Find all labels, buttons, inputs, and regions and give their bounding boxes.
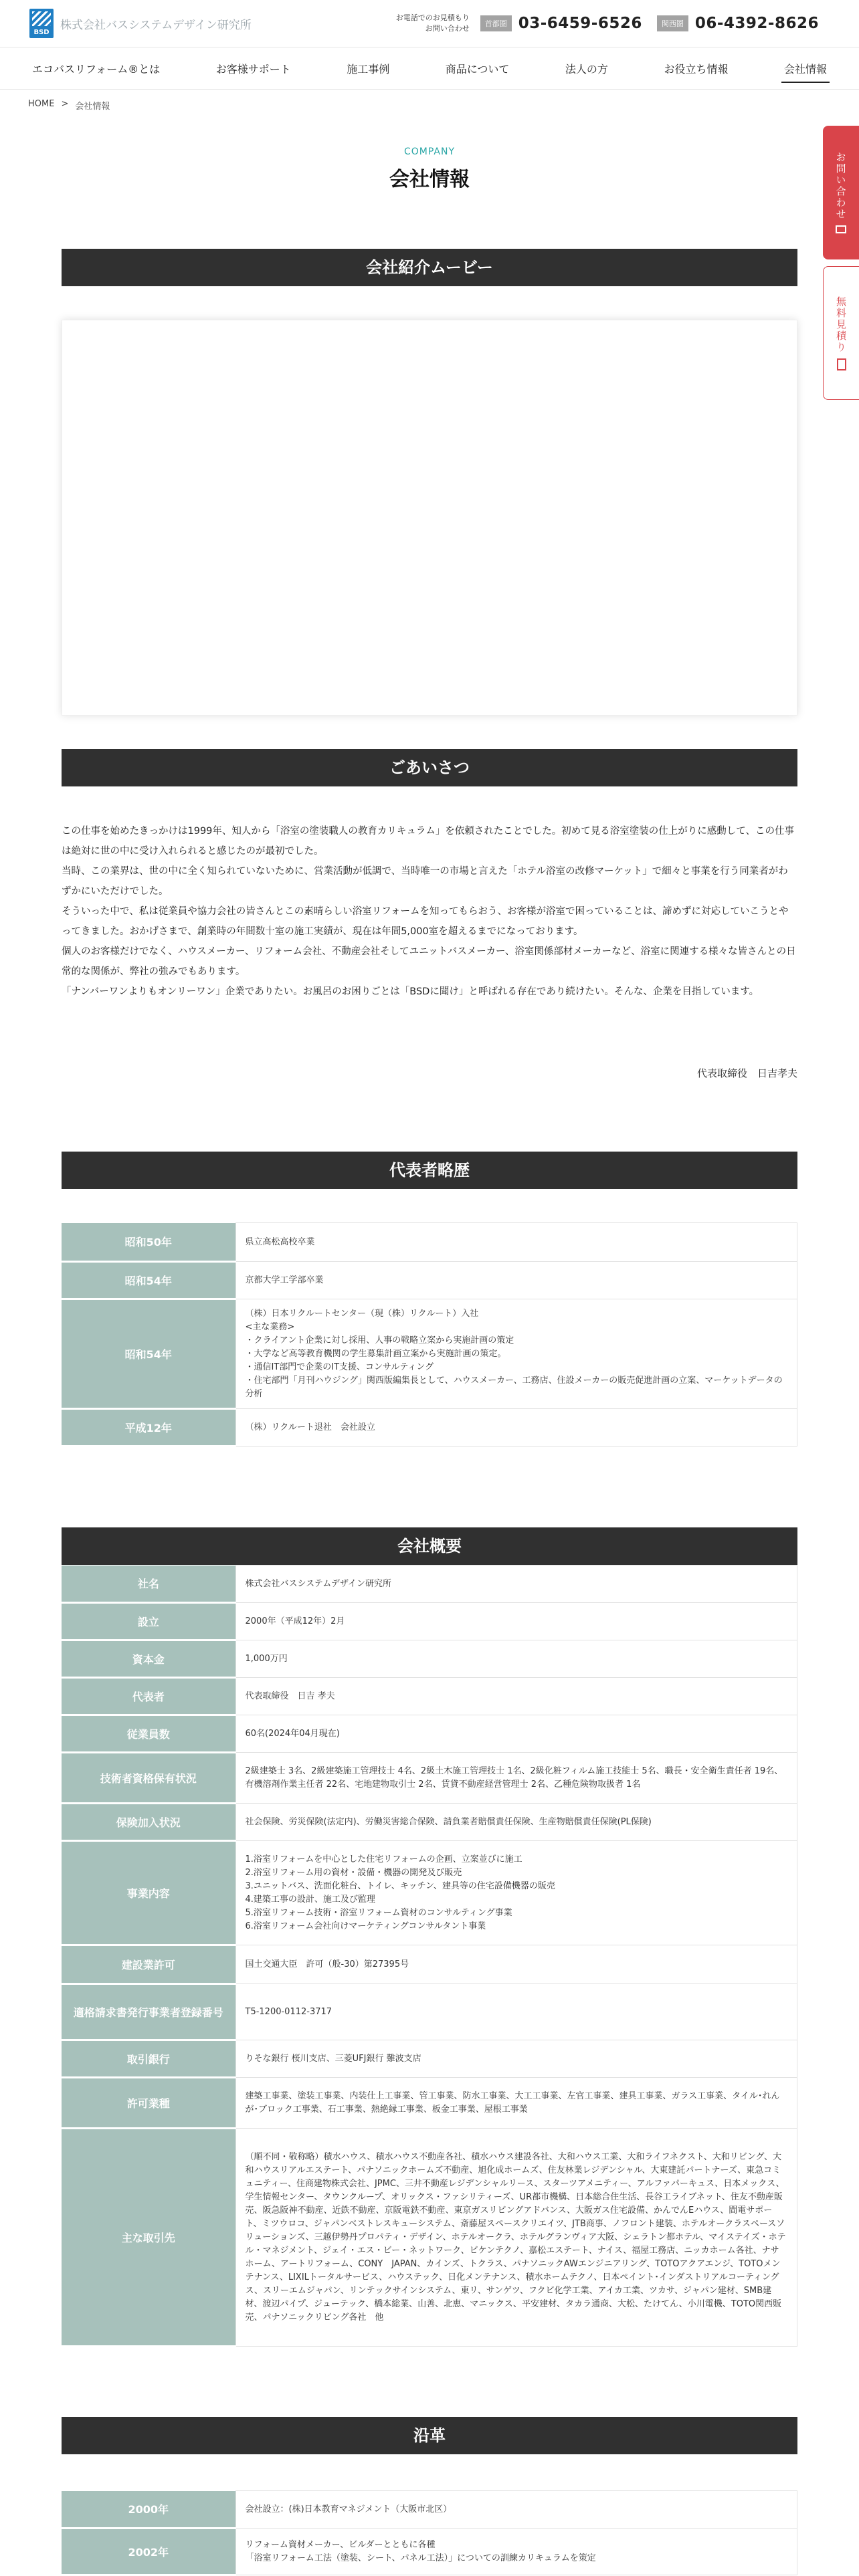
table-row [62, 1262, 797, 1299]
page-kicker: COMPANY [403, 146, 456, 157]
row-value: 1,000万円 [235, 1640, 797, 1678]
tel-west-number[interactable]: 06-4392-8626 [694, 15, 819, 32]
row-value: 会社設立：(株)日本教育マネジメント（大阪市北区） [235, 2491, 797, 2529]
table-row [62, 2129, 797, 2347]
header-contact [396, 13, 827, 34]
nav-company-info[interactable]: 会社情報 [781, 56, 830, 82]
overview-table [62, 1565, 797, 2347]
row-value: リフォーム資材メーカー、ビルダーとともに各種 「浴室リフォーム工法（塗装、シート、パネル工法）」についての訓練カリキュラムを策定 [235, 2529, 797, 2575]
row-label: 適格請求書発行事業者登録番号 [62, 1984, 235, 2040]
greeting-text [62, 821, 797, 1002]
greeting-paragraph: この仕事を始めたきっかけは1999年、知人から「浴室の塗装職人の教育カリキュラム」を依頼されたことでした。初めて見る浴室塗装の仕上がりに感動して、この仕事は絶対に世の中に受け入れられると感じたのが最初でした。 [62, 826, 794, 857]
row-value: （株）リクルート退社 会社設立 [235, 1409, 797, 1446]
nav-case-studies[interactable]: 施工事例 [347, 62, 390, 76]
history-table [62, 2490, 797, 2576]
nav-customer-support[interactable]: お客様サポート [215, 62, 291, 76]
nav-useful-info[interactable]: お役立ち情報 [664, 62, 729, 76]
row-value: T5-1200-0112-3717 [235, 1984, 797, 2040]
section-greeting-heading: ごあいさつ [62, 749, 797, 786]
table-row [62, 1678, 797, 1715]
row-label: 設立 [62, 1603, 235, 1640]
table-row [62, 2491, 797, 2529]
nav-corporate[interactable]: 法人の方 [565, 62, 608, 76]
company-movie-player[interactable] [62, 320, 797, 716]
company-name: 株式会社バスシステムデザイン研究所 [60, 18, 252, 32]
row-label: 保険加入状況 [62, 1804, 235, 1841]
row-value: 2000年（平成12年）2月 [235, 1603, 797, 1640]
row-label: 技術者資格保有状況 [62, 1753, 235, 1804]
row-label: 資本金 [62, 1640, 235, 1678]
side-contact-label: お問い合わせ [834, 152, 847, 220]
tel-east-label: 首都圏 [480, 15, 512, 31]
row-value: 2級建築士 3名、2級建築施工管理技士 4名、2級土木施工管理技士 1名、2級化粧フィルム施工技能士 5名、職長・安全衛生責任者 19名、有機溶剤作業主任者 22名、宅地建物取引士 2名、賃貸不動産経営管理士 2名、乙種危険物取扱者 1名 [235, 1753, 797, 1804]
table-row [62, 1715, 797, 1753]
row-label: 2000年 [62, 2491, 235, 2529]
row-value: （株）日本リクルートセンター（現（株）リクルート）入社 <主な業務> ・クライアント企業に対し採用、人事の戦略立案から実施計画の策定 ・大学など高等教育機関の学生募集計画立案から実施計画の策定。 ・通信IT部門で企業のIT支援、コンサルティング ・住宅部門「月刊ハウジング」関西版編集長として、ハウスメーカー、工務店、住設メーカーの販売促進計画の立案、マーケットデータの分析 [235, 1299, 797, 1409]
row-label: 昭和54年 [62, 1299, 235, 1409]
site-logo[interactable] [29, 9, 252, 38]
tel-west-label: 関西圏 [657, 15, 688, 31]
greeting-paragraph: 「ナンバーワンよりもオンリーワン」企業でありたい。お風呂のお困りごとは「BSDに聞け」と呼ばれる存在であり続けたい。そんな、企業を目指しています。 [62, 986, 759, 997]
row-value: 建築工事業、塗装工事業、内装仕上工事業、管工事業、防水工事業、大工工事業、左官工事業、建具工事業、ガラス工事業、タイル･れんが･ブロック工事業、石工事業、熱絶縁工事業、板金工事業、屋根工事業 [235, 2078, 797, 2129]
row-value: 株式会社バスシステムデザイン研究所 [235, 1566, 797, 1603]
breadcrumb [0, 90, 859, 121]
breadcrumb-separator: > [61, 99, 69, 109]
row-value: 京都大学工学部卒業 [235, 1262, 797, 1299]
row-label: 平成12年 [62, 1409, 235, 1446]
mail-icon [836, 225, 846, 233]
document-icon [837, 358, 846, 370]
tel-east-number[interactable]: 03-6459-6526 [518, 15, 642, 32]
row-label: 代表者 [62, 1678, 235, 1715]
table-row [62, 1409, 797, 1446]
logo-mark: BSD [29, 9, 54, 38]
row-label: 従業員数 [62, 1715, 235, 1753]
table-row [62, 1299, 797, 1409]
section-career-heading: 代表者略歴 [62, 1152, 797, 1189]
table-row [62, 1841, 797, 1945]
table-row [62, 1984, 797, 2040]
table-row [62, 2040, 797, 2078]
page-heading [0, 146, 859, 192]
greeting-paragraph: 個人のお客様だけでなく、ハウスメーカー、リフォーム会社、不動産会社そしてユニットバスメーカー、浴室関係部材メーカーなど、浴室に関連する様々な皆さんとの日常的な関係が、弊社の強みでもあります。 [62, 946, 796, 977]
side-contact-button[interactable] [823, 126, 859, 259]
row-value: 代表取締役 日吉 孝夫 [235, 1678, 797, 1715]
breadcrumb-home[interactable]: HOME [28, 99, 55, 109]
table-row [62, 1640, 797, 1678]
row-label: 主な取引先 [62, 2129, 235, 2347]
global-nav [0, 47, 859, 90]
contact-note: お電話でのお見積もり お問い合わせ [395, 13, 470, 33]
row-value: 60名(2024年04月現在) [235, 1715, 797, 1753]
nav-products[interactable]: 商品について [445, 62, 510, 76]
row-value: 国土交通大臣 許可（般-30）第27395号 [235, 1945, 797, 1984]
table-row [62, 1223, 797, 1262]
row-label: 2002年 [62, 2529, 235, 2575]
section-overview-heading: 会社概要 [62, 1527, 797, 1565]
table-row [62, 1566, 797, 1603]
nav-eco-bath-reform[interactable]: エコバスリフォーム®とは [32, 62, 161, 76]
row-label: 社名 [62, 1566, 235, 1603]
section-movie-heading: 会社紹介ムービー [62, 249, 797, 286]
row-label: 昭和54年 [62, 1262, 235, 1299]
table-row [62, 1804, 797, 1841]
row-label: 昭和50年 [62, 1223, 235, 1262]
section-history-heading: 沿革 [62, 2417, 797, 2454]
site-header [0, 0, 859, 47]
side-estimate-button[interactable] [823, 266, 859, 400]
row-label: 建設業許可 [62, 1945, 235, 1984]
breadcrumb-current: 会社情報 [75, 102, 110, 112]
table-row [62, 1945, 797, 1984]
row-value: りそな銀行 桜川支店、三菱UFJ銀行 難波支店 [235, 2040, 797, 2078]
table-row [62, 2529, 797, 2575]
table-row [62, 2078, 797, 2129]
greeting-paragraph: 当時、この業界は、世の中に全く知られていないために、営業活動が低調で、当時唯一の市場と言えた「ホテル浴室の改修マーケット」で細々と事業を行う同業者がわずかにいただけでした。 [62, 866, 788, 897]
table-row [62, 1603, 797, 1640]
side-estimate-label: 無料見積り [835, 296, 847, 353]
row-label: 取引銀行 [62, 2040, 235, 2078]
row-value: 1.浴室リフォームを中心とした住宅リフォームの企画、立案並びに施工 2.浴室リフォーム用の資材・設備・機器の開発及び販売 3.ユニットバス、洗面化粧台、トイレ、キッチン、建具等の住宅設備機器の販売 4.建築工事の設計、施工及び監理 5.浴室リフォーム技術・浴室リフォーム資材のコンサルティング事業 6.浴室リフォーム会社向けマーケティングコンサルタント事業 [235, 1841, 797, 1945]
row-value: （順不同・敬称略）積水ハウス、積水ハウス不動産各社、積水ハウス建設各社、大和ハウス工業、大和ライフネクスト、大和リビング、大和ハウスリアルエステート、パナソニックホームズ不動産、旭化成ホームズ、住友林業レジデンシャル、大東建託パートナーズ、東急コミュニティー、住商建物株式会社、JPMC、三井不動産レジデンシャルリース、スターツアメニティー、アルファパーキュス、日本メックス、学生情報センター、タウンクループ、オリックス・ファシリティーズ、UR都市機構、日本総合住生活、長谷工ライブネット、住友不動産販売、阪急阪神不動産、近鉄不動産、京阪電鉄不動産、東京ガスリビングアドバンス、大阪ガス住宅設備、かんでんEハウス、間電サポート、ミツウロコ、ジャパンベストレスキューシステム、斎藤屋スペースクリエイツ、JTB商事、ノフロント建装、ホテルオークラスペースソリューションズ、三越伊勢丹プロパティ・デザイン、ホテルオークラ、ホテルグランヴィア大阪、シェラトン都ホテル、マイステイズ・ホテル・マネジメント、ジェイ・エス・ビー・ネットワーク、ビケンテクノ、嘉松エステート、ナイス、福屋工務店、ニッカホーム各社、ナサホーム、アートリフォーム、CONY JAPAN、カインズ、トクラス、パナソニックAWエンジニアリング、TOTOアクアエンジ、TOTOメンテナンス、LIXILトータルサービス、ハウステック、日化メンテナンス、積水ホームテクノ、日本ペイント･インダストリアルコーティングス、スリーエムジャパン、リンテックサインシステム、東リ、サンゲツ、フクビ化学工業、アイカ工業、ツカサ、ジャパン建材、SMB建材、渡辺パイプ、ジューテック、橋本総業、山善、北恵、マニックス、平安建材、タカラ通商、大松、たけてん、小川電機、TOTO関西販売、パナソニックリビング各社 他 [235, 2129, 797, 2347]
career-table [62, 1222, 797, 1447]
row-value: 県立高松高校卒業 [235, 1223, 797, 1262]
greeting-paragraph: そういった中で、私は従業員や協力会社の皆さんとこの素晴らしい浴室リフォームを知ってもらおう、お客様が浴室で困っていることは、諦めずに対応していこうとやってきました。おかげさまで、創業時の年間数十室の施工実績が、現在は年間5,000室を超えるまでになっております。 [62, 906, 789, 937]
row-label: 事業内容 [62, 1841, 235, 1945]
table-row [62, 1753, 797, 1804]
row-value: 社会保険、労災保険(法定内)、労働災害総合保険、請負業者賠償責任保険、生産物賠償責任保険(PL保険) [235, 1804, 797, 1841]
page-title: 会社情報 [389, 168, 470, 191]
row-label: 許可業種 [62, 2078, 235, 2129]
greeting-signature: 代表取締役 日吉孝夫 [696, 1067, 797, 1079]
